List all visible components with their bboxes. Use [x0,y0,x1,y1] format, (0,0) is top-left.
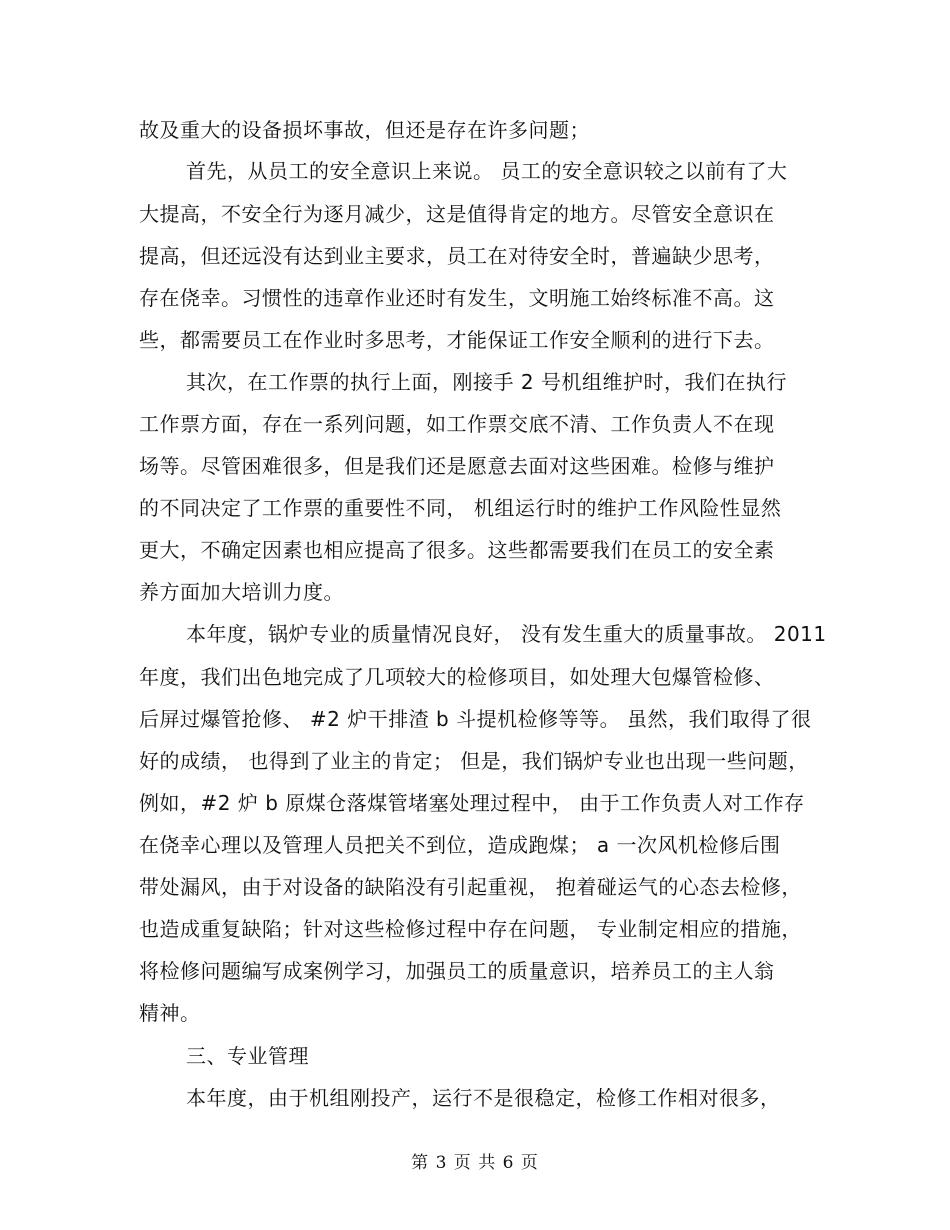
text-line: 后屏过爆管抢修、 #2 炉干排渣 b 斗提机检修等等。 虽然，我们取得了很 [139,707,812,731]
text-line: 的不同决定了工作票的重要性不同， 机组运行时的维护工作风险性显然 [139,496,782,520]
page-number-footer: 第 3 页 共 6 页 [411,1153,539,1173]
text-line: 在侥幸心理以及管理人员把关不到位，造成跑煤； a 一次风机检修后围 [139,833,781,857]
text-line: 大提高，不安全行为逐月减少，这是值得肯定的地方。尽管安全意识在 [139,202,775,226]
text-line: 养方面加大培训力度。 [139,580,344,604]
text-line: 故及重大的设备损坏事故，但还是存在许多问题； [139,118,590,142]
text-line: 工作票方面，存在一系列问题，如工作票交底不清、工作负责人不在现 [139,412,775,436]
text-line: 场等。尽管困难很多，但是我们还是愿意去面对这些困难。检修与维护 [139,454,775,478]
text-line: 带处漏风，由于对设备的缺陷没有引起重视， 抱着碰运气的心态去检修， [139,875,802,899]
text-line: 提高，但还远没有达到业主要求，员工在对待安全时，普遍缺少思考， [139,244,775,268]
text-line: 例如，#2 炉 b 原煤仓落煤管堵塞处理过程中， 由于工作负责人对工作存 [139,791,805,815]
text-line: 存在侥幸。习惯性的违章作业还时有发生，文明施工始终标准不高。这 [139,286,775,310]
text-line: 更大，不确定因素也相应提高了很多。这些都需要我们在员工的安全素 [139,538,775,562]
text-line: 将检修问题编写成案例学习，加强员工的质量意识，培养员工的主人翁 [139,959,775,983]
text-line: 其次，在工作票的执行上面，刚接手 2 号机组维护时，我们在执行 [186,370,787,394]
text-line: 精神。 [139,1001,201,1025]
text-line: 本年度，锅炉专业的质量情况良好， 没有发生重大的质量事故。 2011 [186,622,827,646]
text-line: 也造成重复缺陷；针对这些检修过程中存在问题， 专业制定相应的措施， [139,917,802,941]
text-line: 首先，从员工的安全意识上来说。 员工的安全意识较之以前有了大 [186,159,788,183]
text-line: 些，都需要员工在作业时多思考，才能保证工作安全顺利的进行下去。 [139,328,775,352]
text-line: 年度，我们出色地完成了几项较大的检修项目，如处理大包爆管检修、 [139,665,775,689]
section-heading: 三、专业管理 [186,1044,309,1068]
text-line: 本年度，由于机组刚投产，运行不是很稳定，检修工作相对很多， [186,1086,781,1110]
text-line: 好的成绩， 也得到了业主的肯定； 但是，我们锅炉专业也出现一些问题， [139,749,809,773]
